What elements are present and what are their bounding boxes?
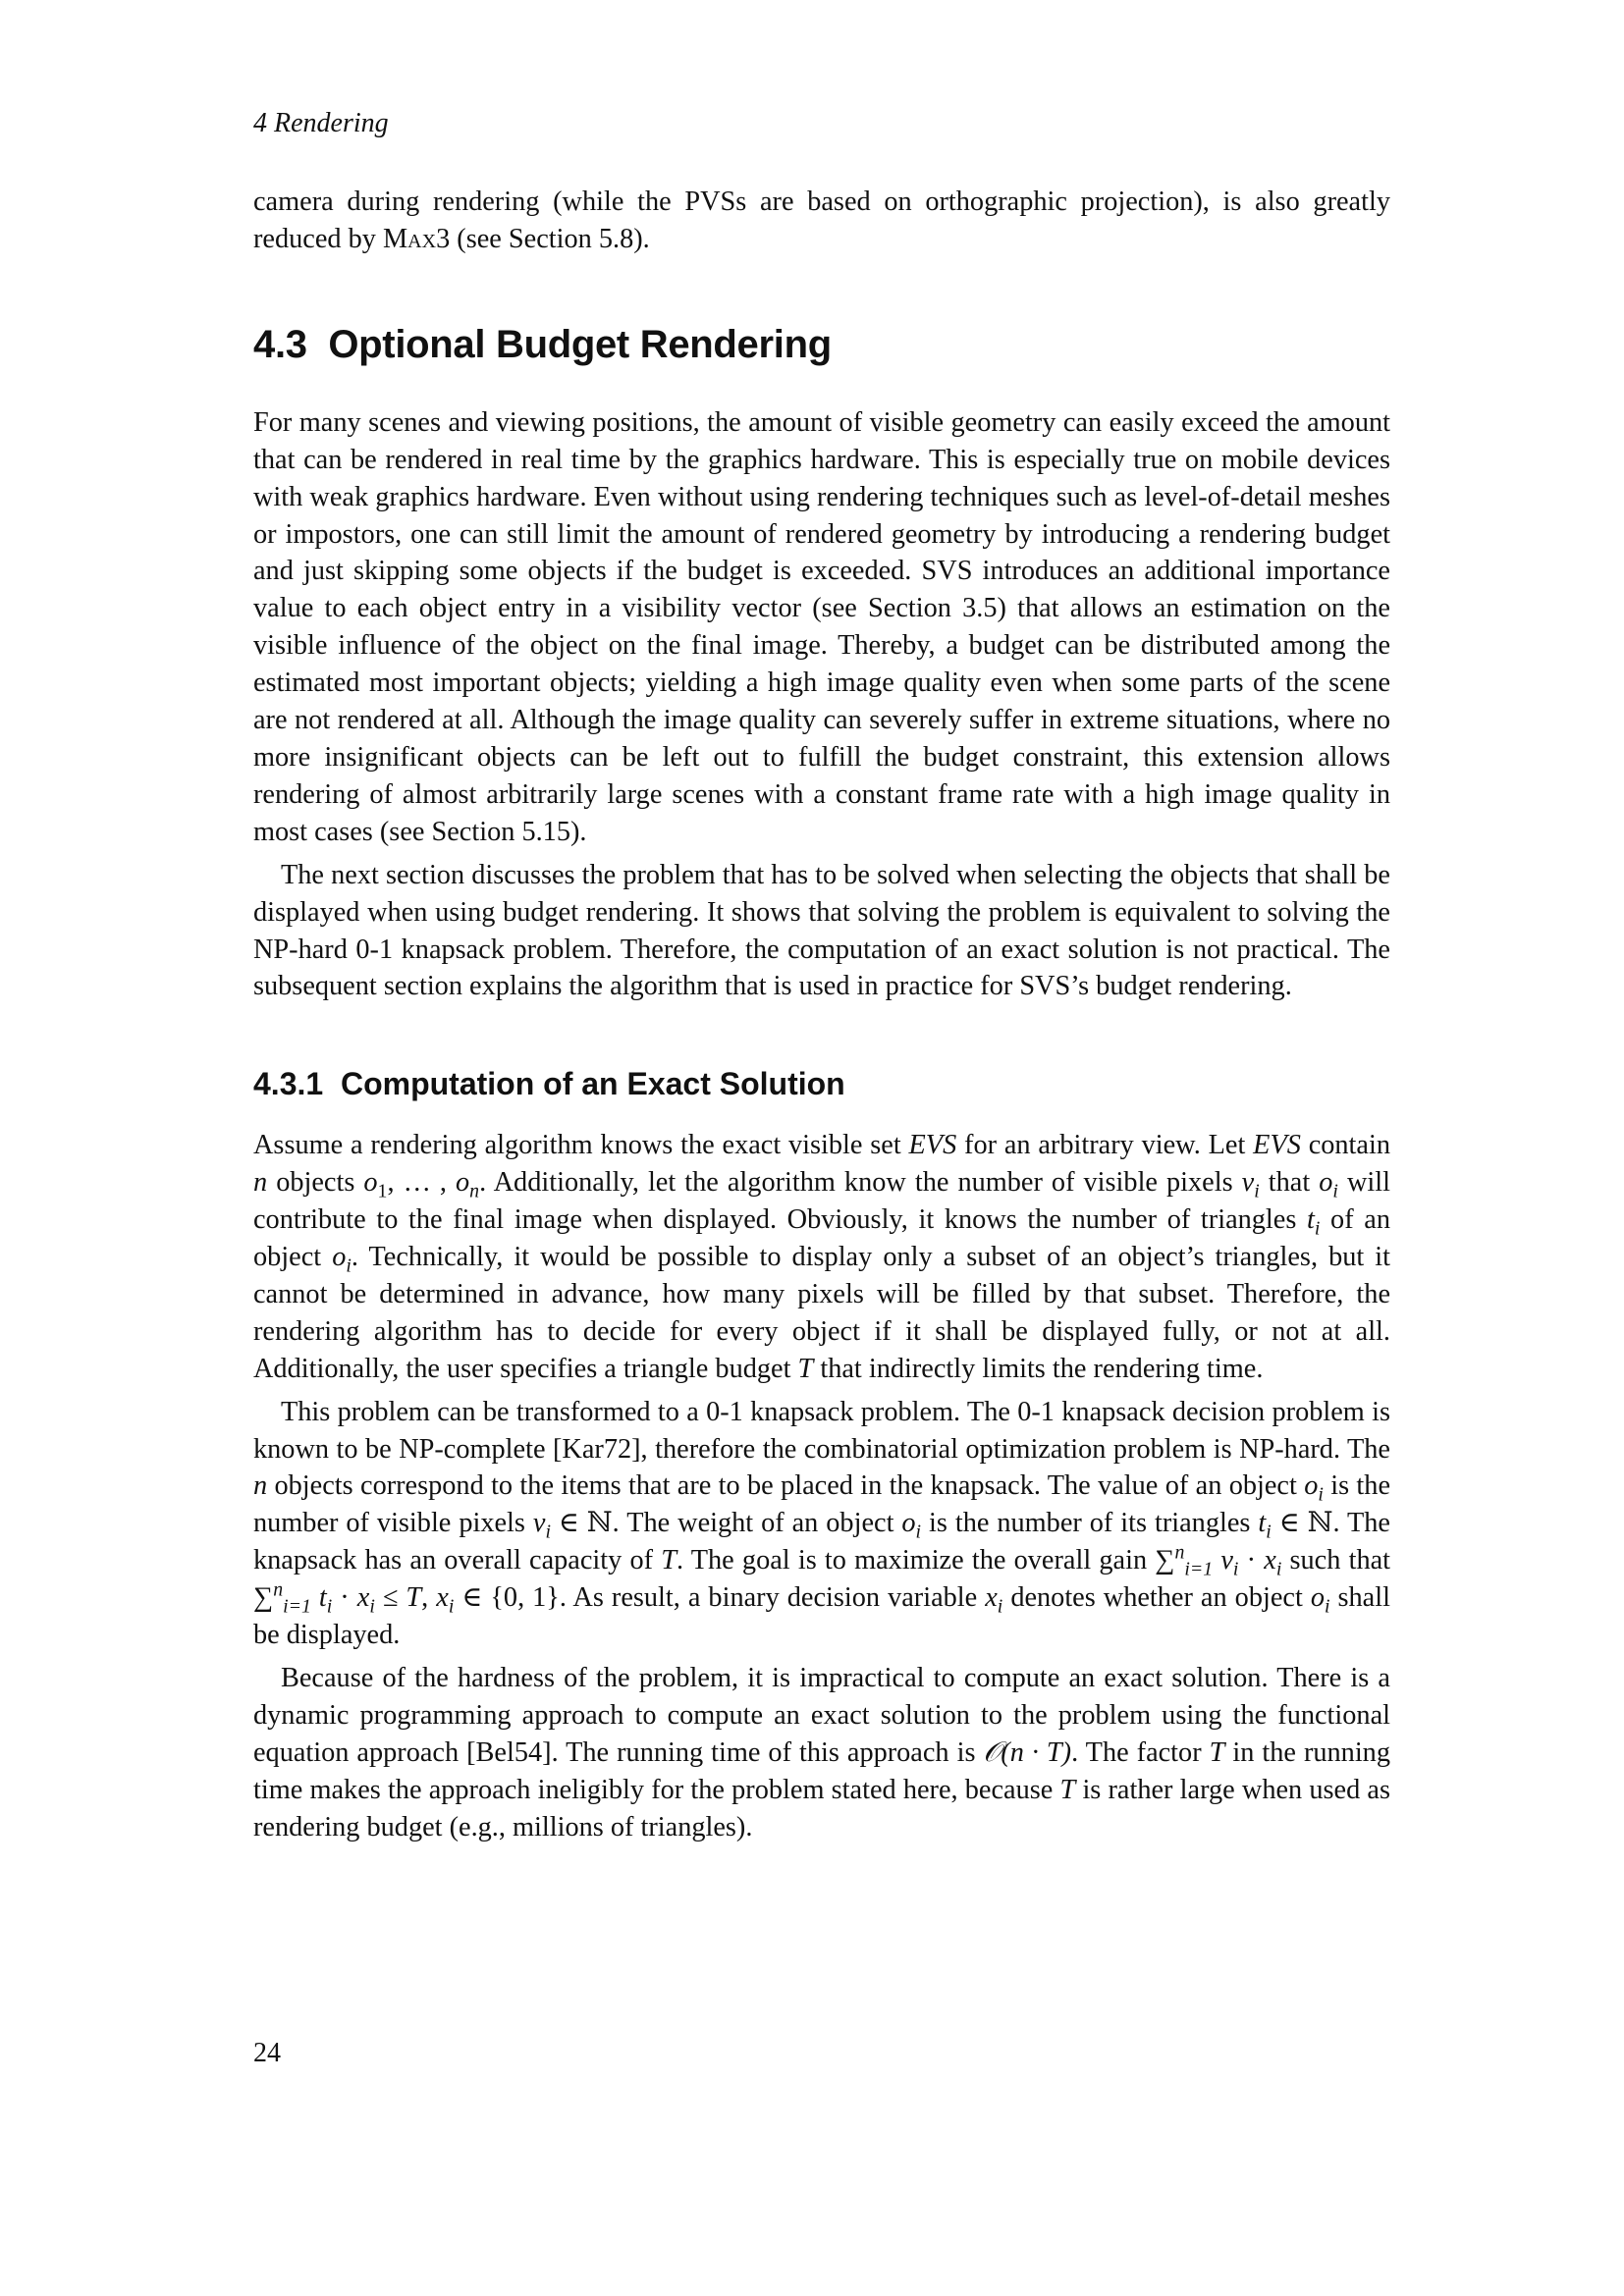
subsection-title: Computation of an Exact Solution xyxy=(340,1066,845,1102)
page-content xyxy=(253,106,1390,1846)
max-small-caps: Max xyxy=(383,223,437,254)
subsection-heading xyxy=(253,1064,1390,1103)
subsection-paragraph-1: Assume a rendering algorithm knows the exact visible set EVS for an arbitrary view. Let EVS contain n objects $o_1$, … , $o_n$. Additionally, let the algorithm know the number of visible pixels $v_i$ that $o_i$ will contribute to the final image when displayed. Obviously, it knows the number of triangles $t_i$ of an object $o_i$. Technically, it would be possible to display only a subset of an object’s triangles, but it cannot be determined in advance, how many pixels will be filled by that subset. Therefore, the rendering algorithm has to decide for every object if it shall be displayed fully, or not at all. Additionally, the user specifies a triangle budget T that indirectly limits the rendering time. xyxy=(253,1130,1390,1384)
section-number: 4.3 xyxy=(253,322,307,366)
intro-text-a: camera during rendering (while the PVSs are based on orthographic projection), is also greatly reduced by xyxy=(253,187,1390,254)
intro-text-b: 3 (see Section 5.8). xyxy=(436,223,650,254)
running-head: 4 Rendering xyxy=(253,108,389,138)
section-heading xyxy=(253,321,1390,368)
section-paragraph-2: The next section discusses the problem that has to be solved when selecting the objects that shall be displayed when using budget rendering. It shows that solving the problem is equivalent to solving the NP-hard 0-1 knapsack problem. Therefore, the computation of an exact solution is not practical. The subsequent section explains the algorithm that is used in practice for SVS’s budget rendering. xyxy=(253,859,1390,1002)
section-title: Optional Budget Rendering xyxy=(328,322,832,366)
subsection-paragraph-2: This problem can be transformed to a 0-1 knapsack problem. The 0-1 knapsack decision problem is known to be NP-complete [Kar72], therefore the combinatorial optimization problem is NP-hard. The n objects correspond to the items that are to be placed in the knapsack. The value of an object $o_i$ is the number of visible pixels $v_i$ ∈ ℕ. The weight of an object $o_i$ is the number of its triangles $t_i$ ∈ ℕ. The knapsack has an overall capacity of T. The goal is to maximize the overall gain ∑$^n_{i=1}$ $v_i \cdot x_i$ such that ∑$^n_{i=1}$ $t_i \cdot x_i \le T$, $x_i$ ∈ {0, 1}. As result, a binary decision variable $x_i$ denotes whether an object $o_i$ shall be displayed. xyxy=(253,1396,1391,1651)
intro-paragraph xyxy=(253,184,1390,258)
section-paragraph-1: For many scenes and viewing positions, the amount of visible geometry can easily exceed the amount that can be rendered in real time by the graphics hardware. This is especially true on mobile devices with weak graphics hardware. Even without using rendering techniques such as level-of-detail meshes or impostors, one can still limit the amount of rendered geometry by introducing a rendering budget and just skipping some objects if the budget is exceeded. SVS introduces an additional importance value to each object entry in a visibility vector (see Section 3.5) that allows an estimation on the visible influence of the object on the final image. Thereby, a budget can be distributed among the estimated most important objects; yielding a high image quality even when some parts of the scene are not rendered at all. Although the image quality can severely suffer in extreme situations, where no more insignificant objects can be left out to fulfill the budget constraint, this extension allows rendering of almost arbitrarily large scenes with a constant frame rate with a high image quality in most cases (see Section 5.15). xyxy=(253,406,1390,847)
subsection-number: 4.3.1 xyxy=(253,1066,324,1102)
page-number: 24 xyxy=(253,2038,281,2068)
subsection-paragraph-3: Because of the hardness of the problem, it is impractical to compute an exact solution. There is a dynamic programming approach to compute an exact solution to the problem using the functional equation approach [Bel54]. The running time of this approach is 𝒪(n · T). The factor T in the running time makes the approach ineligibly for the problem stated here, because T is rather large when used as rendering budget (e.g., millions of triangles). xyxy=(253,1663,1390,1842)
